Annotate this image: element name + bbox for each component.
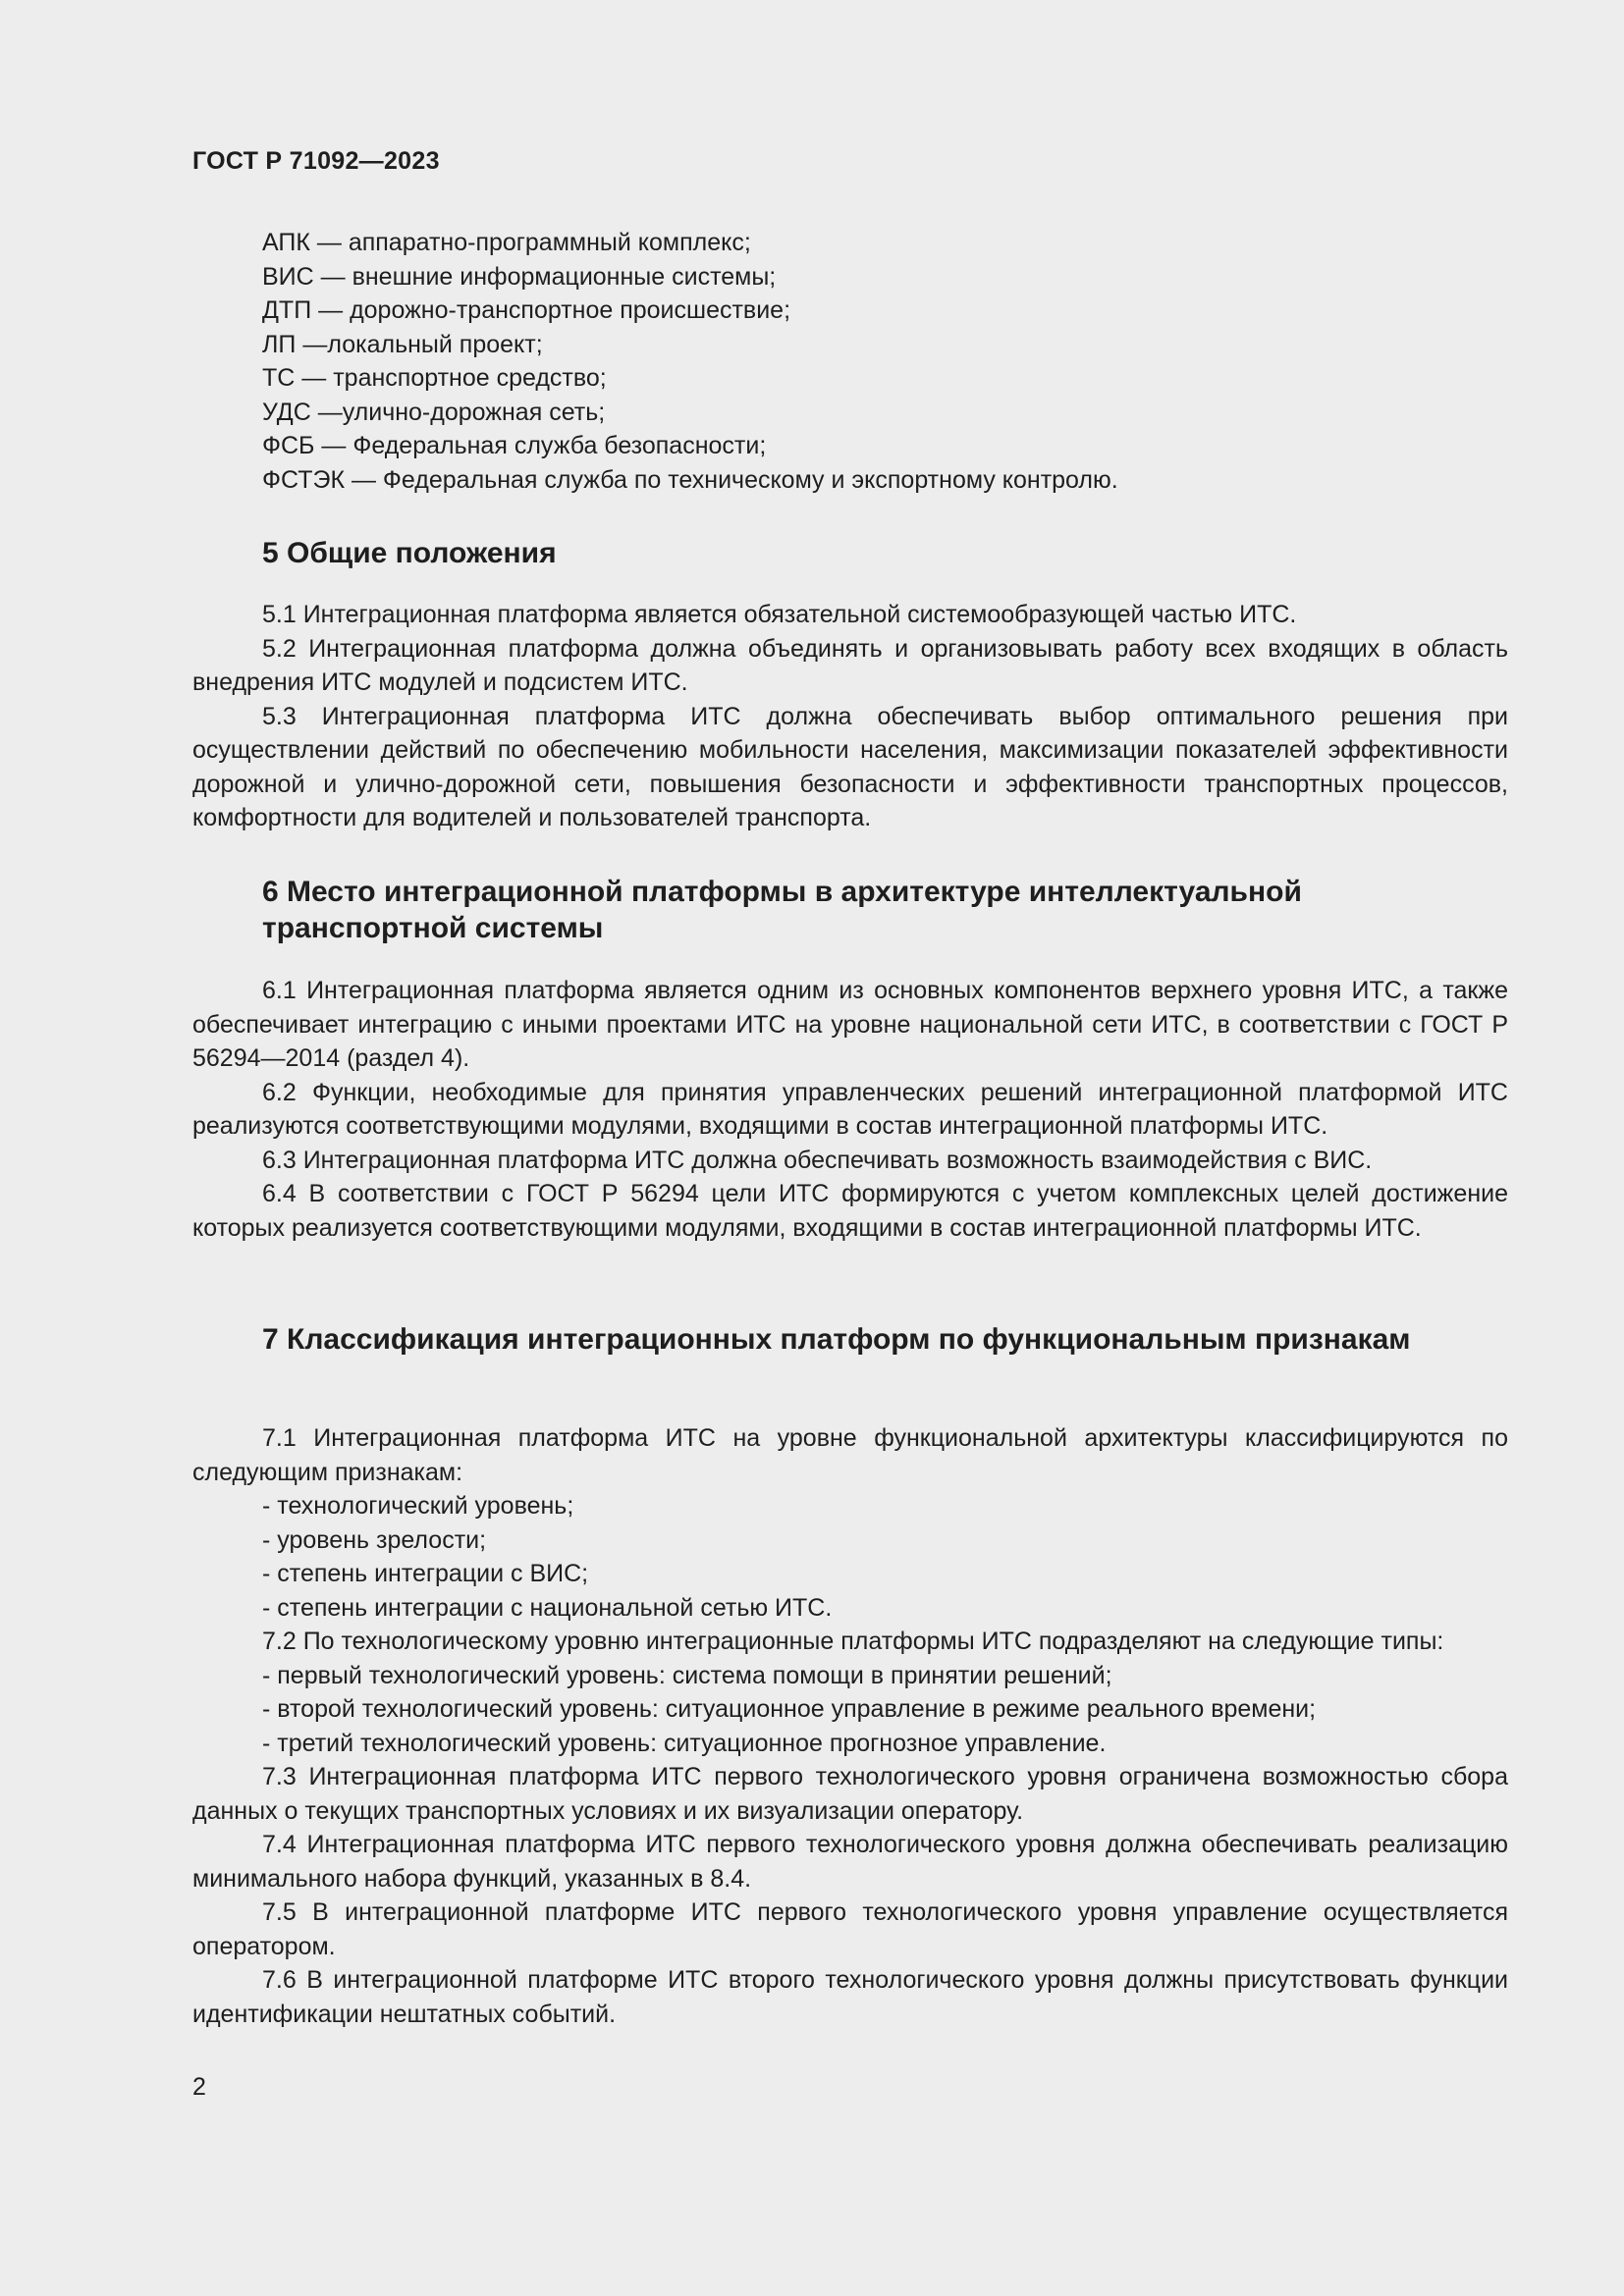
document-code-header: ГОСТ Р 71092—2023: [192, 147, 440, 175]
paragraph-7-2: 7.2 По технологическому уровню интеграционные платформы ИТС подразделяют на следующие типы:: [262, 1628, 1444, 1655]
paragraph-6-1: 6.1 Интеграционная платформа является одним из основных компонентов верхнего уровня ИТС, а также обеспечивает интеграцию с иными проектами ИТС на уровне национальной сети ИТС, в соответствии с ГОСТ Р 56294—2014 (раздел 4).: [192, 977, 1508, 1072]
paragraph-7-5: 7.5 В интеграционной платформе ИТС первого технологического уровня управление осуществляется оператором.: [192, 1898, 1508, 1960]
abbreviation-item: ЛП —локальный проект;: [262, 330, 543, 358]
abbreviation-item: ФСБ — Федеральная служба безопасности;: [262, 432, 767, 459]
abbreviation-item: ВИС — внешние информационные системы;: [262, 262, 777, 291]
section-6: [192, 874, 1508, 946]
paragraph-7-3: 7.3 Интеграционная платформа ИТС первого технологического уровня ограничена возможностью сбора данных о текущих транспортных условиях и их визуализации оператору.: [192, 1763, 1508, 1825]
section-5-body: [192, 598, 1508, 835]
list-item: - степень интеграции с национальной сетью ИТС.: [262, 1593, 833, 1622]
section-6-body: [192, 974, 1508, 1245]
list-item: - степень интеграции с ВИС;: [262, 1560, 589, 1587]
abbreviation-item: ТС — транспортное средство;: [262, 364, 607, 392]
paragraph-5-3: 5.3 Интеграционная платформа ИТС должна обеспечивать выбор оптимального решения при осуществлении действий по обеспечению мобильности населения, максимизации показателей эффективности дорожной и улично-дорожной сети, повышения безопасности и эффективности транспортных процессов, комфортности для водителей и пользователей транспорта.: [192, 702, 1508, 831]
list-item: - третий технологический уровень: ситуационное прогнозное управление.: [262, 1729, 1107, 1757]
abbreviation-item: ФСТЭК — Федеральная служба по техническому и экспортному контролю.: [262, 465, 1118, 494]
section-7-body: [192, 1421, 1508, 2031]
list-item: - первый технологический уровень: система помощи в принятии решений;: [262, 1661, 1112, 1689]
paragraph-5-1: 5.1 Интеграционная платформа является обязательной системообразующей частью ИТС.: [262, 601, 1297, 628]
list-item: - технологический уровень;: [262, 1492, 574, 1520]
page-number: 2: [192, 2073, 206, 2101]
abbreviation-item: УДС —улично-дорожная сеть;: [262, 398, 606, 426]
abbreviation-item: ДТП — дорожно-транспортное происшествие;: [262, 296, 791, 324]
paragraph-7-4: 7.4 Интеграционная платформа ИТС первого технологического уровня должна обеспечивать реализацию минимального набора функций, указанных в 8.4.: [192, 1831, 1508, 1893]
section-5-heading: 5 Общие положения: [262, 537, 557, 569]
section-5: [192, 535, 1508, 571]
paragraph-7-6: 7.6 В интеграционной платформе ИТС второго технологического уровня должны присутствовать функции идентификации нештатных событий.: [192, 1966, 1508, 2028]
paragraph-7-1: 7.1 Интеграционная платформа ИТС на уровне функциональной архитектуры классифицируются по следующим признакам:: [192, 1424, 1508, 1486]
list-item: - уровень зрелости;: [262, 1525, 487, 1554]
section-7-heading: 7 Классификация интеграционных платформ по функциональным признакам: [262, 1323, 1411, 1356]
paragraph-6-3: 6.3 Интеграционная платформа ИТС должна обеспечивать возможность взаимодействия с ВИС.: [262, 1146, 1373, 1174]
paragraph-6-4: 6.4 В соответствии с ГОСТ Р 56294 цели ИТС формируются с учетом комплексных целей достижение которых реализуется соответствующими модулями, входящими в состав интеграционной платформы ИТС.: [192, 1180, 1508, 1242]
paragraph-5-2: 5.2 Интеграционная платформа должна объединять и организовывать работу всех входящих в область внедрения ИТС модулей и подсистем ИТС.: [192, 634, 1508, 696]
paragraph-6-2: 6.2 Функции, необходимые для принятия управленческих решений интеграционной платформой ИТС реализуются соответствующими модулями, входящими в состав интеграционной платформы ИТС.: [192, 1078, 1508, 1140]
abbreviation-item: АПК — аппаратно-программный комплекс;: [262, 229, 751, 256]
section-6-heading: 6 Место интеграционной платформы в архитектуре интеллектуальной транспортной системы: [262, 876, 1302, 944]
abbreviations-list: [262, 226, 1509, 497]
list-item: - второй технологический уровень: ситуационное управление в режиме реального времени;: [262, 1695, 1317, 1723]
section-7: [192, 1321, 1508, 1358]
